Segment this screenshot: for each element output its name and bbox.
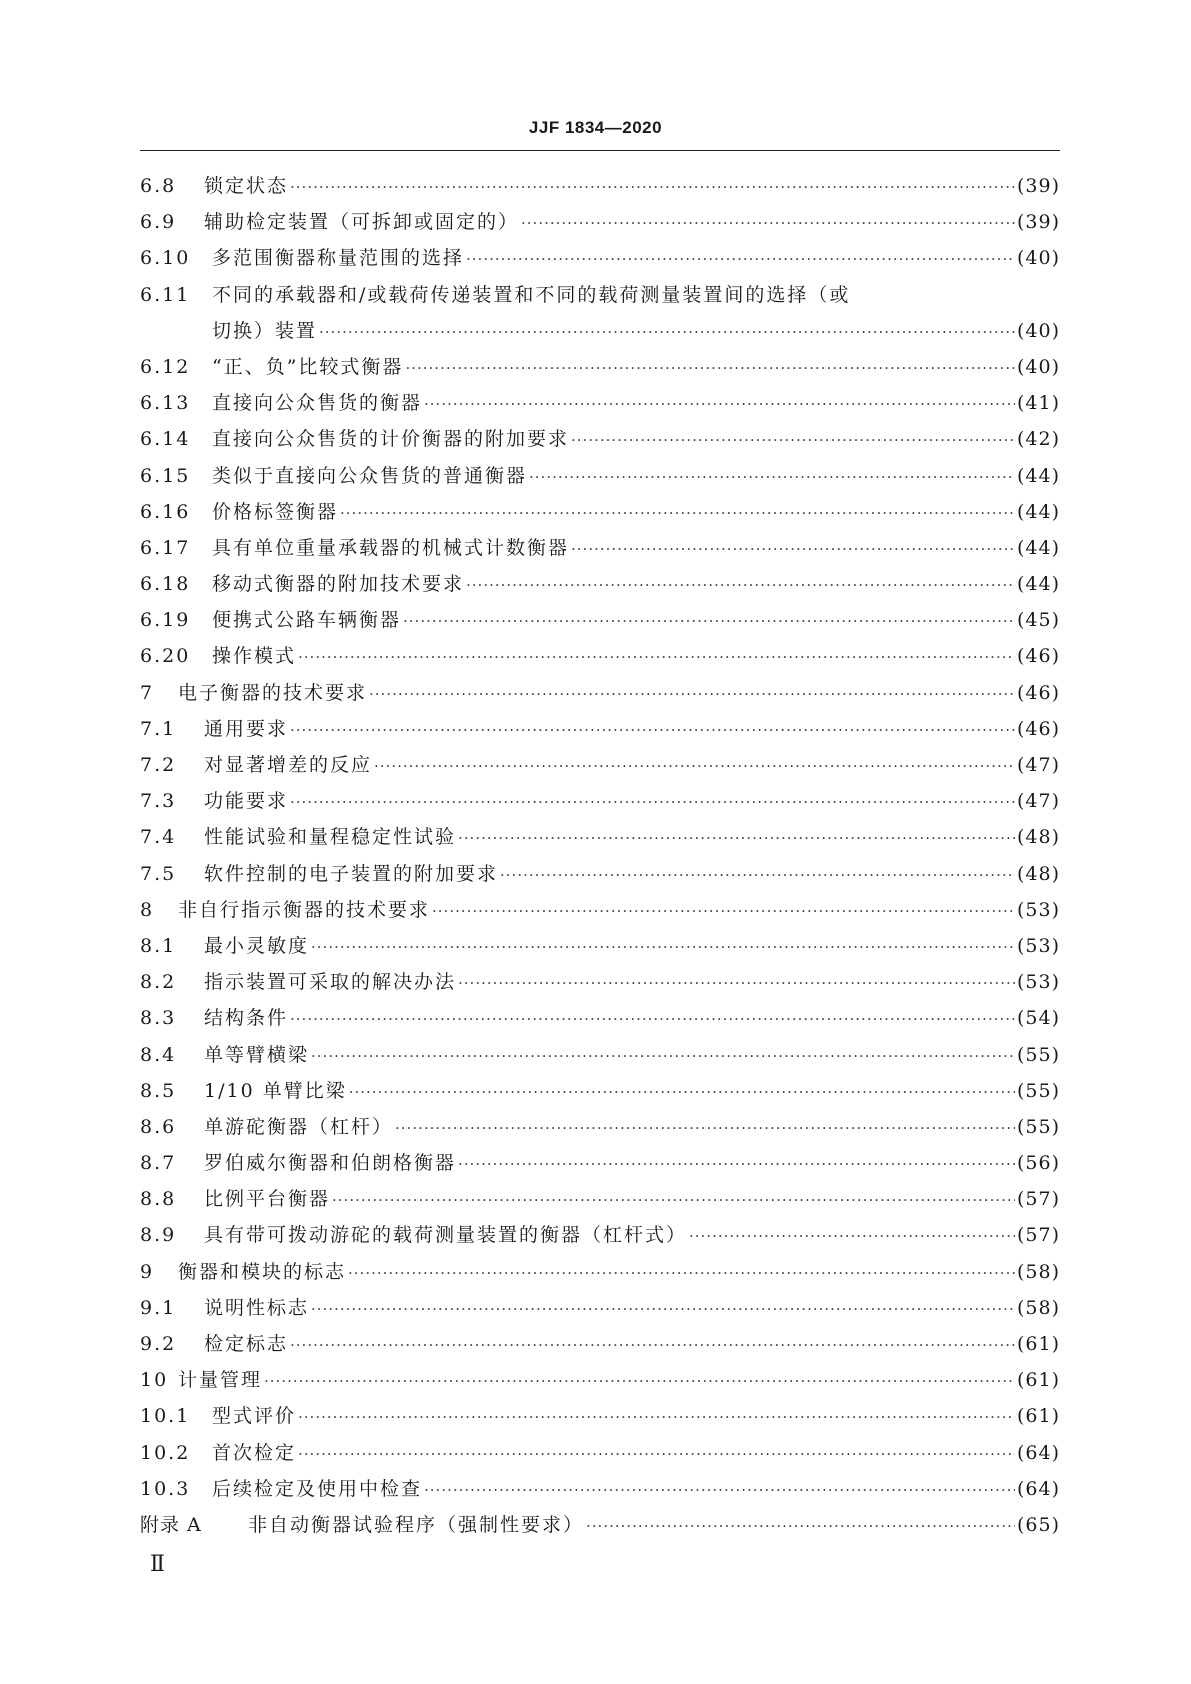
toc-entry[interactable] [140, 602, 1060, 638]
dot-leader [349, 1074, 1015, 1110]
toc-entry-page: (53) [1016, 934, 1060, 957]
toc-entry-title: 对显著增差的反应 [204, 754, 373, 776]
toc-entry-number: 8.7 [140, 1152, 177, 1175]
toc-entry-number: 7.5 [140, 862, 177, 885]
toc-entry-page: (54) [1016, 1007, 1060, 1030]
toc-entry-title: 单等臂横梁 [204, 1043, 310, 1066]
dot-leader [311, 1291, 1015, 1327]
dot-leader [424, 1472, 1015, 1508]
toc-entry-number: 6.11 [140, 283, 191, 306]
toc-entry-page: (53) [1016, 898, 1060, 921]
toc-entry-title: 衡器和模块的标志 [178, 1260, 347, 1283]
toc-entry[interactable] [140, 819, 1060, 855]
toc-entry[interactable] [140, 1254, 1060, 1290]
toc-entry[interactable] [140, 675, 1060, 711]
dot-leader [374, 748, 1015, 784]
toc-entry-title: 类似于直接向公众售货的普通衡器 [212, 464, 528, 487]
toc-entry-number: 7.1 [140, 717, 177, 740]
toc-entry[interactable] [140, 638, 1060, 674]
toc-entry-title: 指示装置可采取的解决办法 [204, 971, 457, 994]
toc-entry-title: 具有单位重量承载器的机械式计数衡器 [212, 536, 570, 559]
toc-entry[interactable] [140, 421, 1060, 457]
toc-entry-title: 功能要求 [204, 790, 289, 813]
toc-entry[interactable] [140, 1073, 1060, 1109]
toc-entry-title: 性能试验和量程稳定性试验 [204, 826, 457, 849]
dot-leader [500, 857, 1015, 893]
toc-entry[interactable] [140, 964, 1060, 1000]
toc-entry-page: (39) [1016, 175, 1060, 197]
dot-leader [348, 1255, 1015, 1291]
toc-entry[interactable] [140, 892, 1060, 928]
toc-entry-number: 6.14 [140, 428, 191, 451]
dot-leader [290, 712, 1015, 748]
toc-entry-number: 7.4 [140, 826, 177, 849]
toc-entry-page: (46) [1016, 681, 1060, 704]
toc-entry-page: (46) [1016, 645, 1060, 668]
toc-entry-page: (55) [1016, 1079, 1060, 1102]
toc-entry-title: 后续检定及使用中检查 [212, 1477, 423, 1500]
toc-entry[interactable] [140, 566, 1060, 602]
toc-entry-page: (48) [1016, 862, 1060, 885]
dot-leader [319, 314, 1015, 350]
toc-entry[interactable] [140, 1000, 1060, 1036]
dot-leader [571, 531, 1015, 567]
toc-entry-page: (40) [1016, 319, 1060, 342]
dot-leader [290, 1001, 1015, 1037]
toc-entry-number: 附录 A [140, 1513, 202, 1536]
toc-entry-title: 计量管理 [178, 1369, 263, 1392]
toc-entry-number: 9 [140, 1260, 155, 1283]
dot-leader [290, 1327, 1015, 1363]
toc-entry-page: (48) [1016, 826, 1060, 849]
toc-entry-number: 9.2 [140, 1333, 177, 1355]
toc-entry-title: 操作模式 [212, 645, 297, 668]
toc-entry-page: (61) [1016, 1333, 1060, 1355]
toc-entry-page: (61) [1016, 1369, 1060, 1392]
toc-entry[interactable] [140, 494, 1060, 530]
toc-entry-page: (58) [1016, 1296, 1060, 1319]
toc-entry-page: (64) [1016, 1477, 1060, 1500]
toc-entry[interactable] [140, 1037, 1060, 1073]
toc-entry-number: 8.2 [140, 971, 177, 994]
page-number: Ⅱ [150, 1552, 165, 1577]
toc-entry-number: 8 [140, 898, 155, 921]
toc-entry-number: 8.1 [140, 934, 177, 957]
toc-entry[interactable] [140, 1471, 1060, 1507]
toc-entry-title: 最小灵敏度 [204, 934, 310, 957]
toc-entry-page: (47) [1016, 790, 1060, 813]
toc-entry-page: (65) [1016, 1513, 1060, 1536]
toc-entry[interactable] [140, 856, 1060, 892]
dot-leader [403, 603, 1015, 639]
toc-entry-page: (58) [1016, 1260, 1060, 1283]
toc-entry-number: 8.3 [140, 1007, 177, 1030]
toc-entry[interactable] [140, 458, 1060, 494]
toc-entry-title: 直接向公众售货的计价衡器的附加要求 [212, 428, 570, 451]
toc-entry[interactable] [140, 204, 1060, 240]
toc-entry-number: 8.4 [140, 1043, 177, 1066]
toc-entry-title: “正、负”比较式衡器 [212, 355, 404, 378]
dot-leader [586, 1508, 1015, 1544]
dot-leader [432, 893, 1015, 929]
toc-entry-page: (57) [1016, 1188, 1060, 1211]
toc-entry-number: 8.8 [140, 1188, 177, 1211]
toc-entry-number: 10.1 [140, 1405, 191, 1428]
toc-entry-number: 10.3 [140, 1477, 191, 1500]
toc-entry-title: 价格标签衡器 [212, 500, 339, 523]
toc-entry[interactable] [140, 277, 1060, 313]
dot-leader [571, 422, 1015, 458]
toc-entry-page: (39) [1016, 211, 1060, 234]
toc-entry-page: (47) [1016, 754, 1060, 776]
toc-entry-title: 说明性标志 [204, 1296, 310, 1319]
toc-entry-title: 软件控制的电子装置的附加要求 [204, 862, 499, 885]
dot-leader [458, 965, 1015, 1001]
dot-leader [466, 241, 1015, 277]
toc-entry-number: 7 [140, 681, 155, 704]
toc-entry-page: (44) [1016, 500, 1060, 523]
dot-leader [290, 169, 1015, 205]
toc-entry-page: (41) [1016, 392, 1060, 415]
toc-entry[interactable] [140, 1507, 1060, 1543]
toc-entry-number: 6.17 [140, 536, 191, 559]
toc-entry[interactable] [140, 1435, 1060, 1471]
toc-entry-page: (46) [1016, 717, 1060, 740]
toc-entry[interactable] [140, 1181, 1060, 1217]
toc-entry[interactable] [140, 1290, 1060, 1326]
toc-entry-page: (44) [1016, 536, 1060, 559]
dot-leader [521, 205, 1015, 241]
toc-entry-page: (55) [1016, 1115, 1060, 1138]
toc-entry-title: 不同的承载器和/或载荷传递装置和不同的载荷测量装置间的选择（或 [212, 283, 851, 306]
dot-leader [298, 1399, 1015, 1435]
toc-entry-title: 多范围衡器称量范围的选择 [212, 247, 465, 270]
toc-entry-number: 6.9 [140, 211, 177, 234]
toc-entry-number: 6.12 [140, 355, 191, 378]
toc-entry-page: (57) [1016, 1224, 1060, 1247]
toc-entry-title: 首次检定 [212, 1441, 297, 1464]
dot-leader [458, 1146, 1015, 1182]
dot-leader [311, 929, 1015, 965]
toc-entry-title: 直接向公众售货的衡器 [212, 392, 423, 415]
toc-entry[interactable] [140, 1326, 1060, 1362]
dot-leader [290, 784, 1015, 820]
toc-entry-page: (61) [1016, 1405, 1060, 1428]
toc-entry-page: (64) [1016, 1441, 1060, 1464]
toc-entry-title-continued: 切换）装置 [212, 319, 318, 342]
toc-entry-number: 6.18 [140, 573, 191, 596]
toc-entry-page: (56) [1016, 1152, 1060, 1175]
toc-entry-title: 锁定状态 [204, 175, 289, 197]
toc-entry-title: 型式评价 [212, 1405, 297, 1428]
toc-entry-number: 9.1 [140, 1296, 177, 1319]
toc-entry-title: 1/10 单臂比梁 [204, 1079, 347, 1102]
dot-leader [424, 386, 1015, 422]
toc-entry-page: (44) [1016, 573, 1060, 596]
dot-leader [298, 639, 1015, 675]
toc-entry-page: (44) [1016, 464, 1060, 487]
toc-entry[interactable] [140, 1145, 1060, 1181]
table-of-contents [140, 168, 1060, 1543]
toc-entry-title: 非自行指示衡器的技术要求 [178, 898, 431, 921]
toc-entry-title: 辅助检定装置（可拆卸或固定的） [204, 211, 520, 234]
dot-leader [298, 1436, 1015, 1472]
toc-entry-title: 移动式衡器的附加技术要求 [212, 573, 465, 596]
toc-entry-title: 结构条件 [204, 1007, 289, 1030]
toc-entry-number: 10 [140, 1369, 169, 1392]
toc-entry-title: 检定标志 [204, 1333, 289, 1355]
toc-entry-page: (40) [1016, 355, 1060, 378]
toc-entry-title: 具有带可拨动游砣的载荷测量装置的衡器（杠杆式） [204, 1224, 688, 1247]
toc-entry[interactable] [140, 530, 1060, 566]
toc-entry-number: 6.10 [140, 247, 191, 270]
toc-entry-number: 7.3 [140, 790, 177, 813]
toc-entry-title: 便携式公路车辆衡器 [212, 609, 402, 632]
toc-entry-title: 单游砣衡器（杠杆） [204, 1115, 394, 1138]
toc-entry-number: 10.2 [140, 1441, 191, 1464]
toc-entry-number: 6.16 [140, 500, 191, 523]
toc-entry-title: 电子衡器的技术要求 [178, 681, 368, 704]
toc-entry[interactable] [140, 747, 1060, 783]
dot-leader [311, 1038, 1015, 1074]
dot-leader [458, 820, 1015, 856]
toc-entry-number: 8.9 [140, 1224, 177, 1247]
toc-entry-number: 6.20 [140, 645, 191, 668]
toc-entry[interactable] [140, 168, 1060, 204]
toc-entry-page: (53) [1016, 971, 1060, 994]
toc-entry[interactable] [140, 1362, 1060, 1398]
toc-entry-title: 非自动衡器试验程序（强制性要求） [248, 1513, 585, 1536]
header-rule [140, 150, 1060, 151]
toc-entry-title: 比例平台衡器 [204, 1188, 331, 1211]
toc-entry-number: 6.13 [140, 392, 191, 415]
toc-entry-number: 6.15 [140, 464, 191, 487]
toc-entry-title: 罗伯威尔衡器和伯朗格衡器 [204, 1152, 457, 1175]
dot-leader [369, 676, 1015, 712]
toc-entry[interactable] [140, 1398, 1060, 1434]
toc-entry[interactable] [140, 783, 1060, 819]
toc-entry[interactable] [140, 928, 1060, 964]
toc-entry-title: 通用要求 [204, 717, 289, 740]
dot-leader [332, 1182, 1015, 1218]
toc-entry-continuation[interactable] [140, 313, 1060, 349]
toc-entry-number: 8.6 [140, 1115, 177, 1138]
toc-entry[interactable] [140, 711, 1060, 747]
toc-entry-page: (45) [1016, 609, 1060, 632]
dot-leader [395, 1110, 1015, 1146]
toc-entry[interactable] [140, 240, 1060, 276]
toc-entry[interactable] [140, 349, 1060, 385]
toc-entry[interactable] [140, 1217, 1060, 1253]
dot-leader [264, 1363, 1015, 1399]
toc-entry-number: 7.2 [140, 754, 177, 776]
toc-entry-page: (40) [1016, 247, 1060, 270]
toc-entry-number: 6.19 [140, 609, 191, 632]
toc-entry[interactable] [140, 385, 1060, 421]
dot-leader [340, 495, 1015, 531]
toc-entry-page: (55) [1016, 1043, 1060, 1066]
toc-entry-page: (42) [1016, 428, 1060, 451]
dot-leader [529, 459, 1015, 495]
dot-leader [466, 567, 1015, 603]
dot-leader [689, 1218, 1015, 1254]
toc-entry-number: 8.5 [140, 1079, 177, 1102]
toc-entry[interactable] [140, 1109, 1060, 1145]
document-header: JJF 1834—2020 [528, 118, 663, 137]
dot-leader [405, 350, 1015, 386]
toc-entry-number: 6.8 [140, 175, 177, 197]
